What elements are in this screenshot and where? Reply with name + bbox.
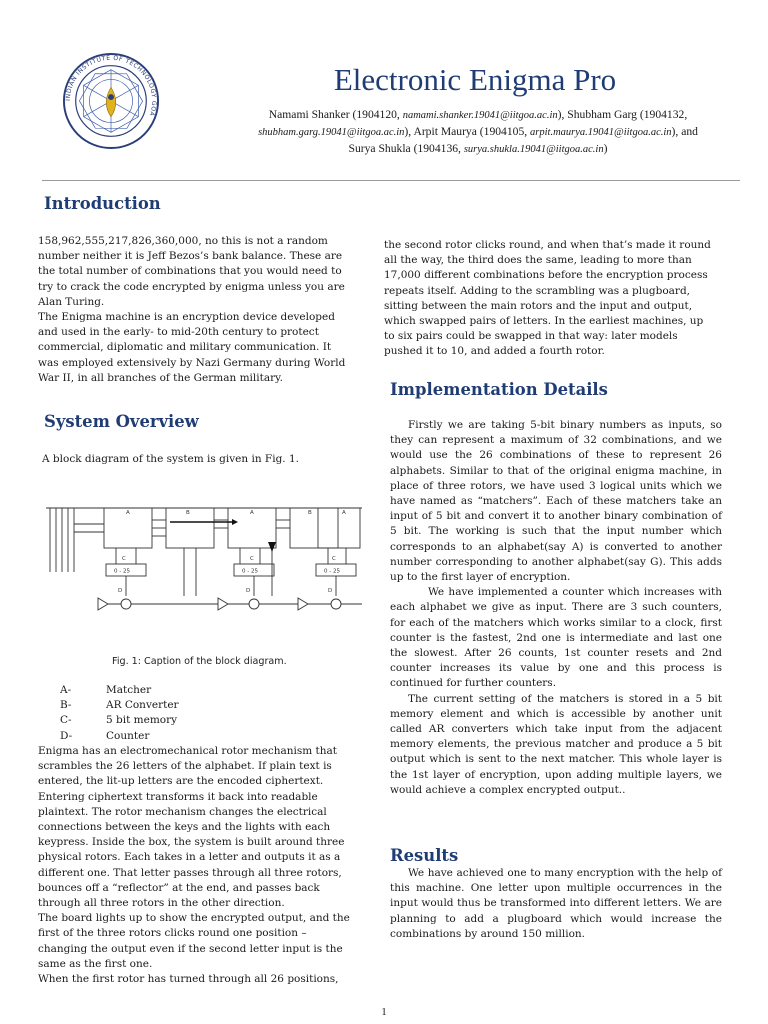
- text-line: through all three rotors in the other direction.: [38, 897, 285, 910]
- text-line: 17,000 different combinations before the encryption process: [384, 269, 708, 282]
- text-line: commercial, diplomatic and military communication. It: [38, 341, 332, 354]
- author-name: Shubham Garg: [567, 108, 637, 121]
- text-line: try to crack the code encrypted by enigma unless you are: [38, 280, 345, 293]
- paragraph: Firstly we are taking 5-bit binary numbers as inputs, so they can represent a maximum of 32 combinations, and we would use the 26 combinations of these to represent 26 alphabets. Similar to that of the original enigma machine, in place of three rotors, we have used 3 logical units which we have named as “matchers”. Each of these matchers take an input of 5 bit and convert it to another binary combination of 5 bit. The working is such that the input number which corresponds to an alphabet(say A) is converted to another number corresponding to another alphabet(say G). This adds up to the first layer of encryption.: [390, 419, 722, 584]
- text-line: was employed extensively by Nazi Germany during World: [38, 356, 346, 369]
- text-line: different one. That letter passes through all three rotors,: [38, 866, 342, 879]
- counter-range-label: 0 - 25: [324, 568, 340, 575]
- ar-converter-block: [290, 508, 338, 548]
- text-line: the total number of combinations that you would need to: [38, 265, 342, 278]
- text-line: which swapped pairs of letters. In the earliest machines, up: [384, 315, 704, 328]
- text-line: plaintext. The rotor mechanism changes the electrical: [38, 805, 327, 818]
- system-overview-text: [38, 744, 373, 987]
- text-line: first of the three rotors clicks round one position –: [38, 927, 307, 940]
- implementation-text: [390, 418, 722, 798]
- text-line: connections between the keys and the lights with each: [38, 821, 331, 834]
- results-text: [390, 866, 722, 942]
- author-roll: 1904105: [483, 125, 525, 138]
- document-title: Electronic Enigma Pro: [333, 62, 617, 97]
- text-line: The board lights up to show the encrypted output, and the: [38, 912, 350, 925]
- text-line: the second rotor clicks round, and when that’s made it round: [384, 239, 711, 251]
- clock-buffer: [298, 598, 308, 610]
- counter-range-label: 0 - 25: [114, 568, 130, 575]
- introduction-text: [38, 234, 373, 386]
- text-line: Alan Turing.: [38, 295, 105, 308]
- author-email[interactable]: arpit.maurya.19041@iitgoa.ac.in: [530, 127, 672, 138]
- block-diagram: [46, 500, 362, 616]
- text-line: 158,962,555,217,826,360,000, no this is not a random: [38, 235, 328, 247]
- author-name: Surya Shukla: [348, 142, 411, 155]
- legend-item: [60, 683, 360, 698]
- memory-label: C: [332, 556, 336, 562]
- block-label: B: [308, 510, 312, 516]
- text-line: scrambles the 26 letters of the alphabet. If plain text is: [38, 760, 332, 773]
- block-label: A: [342, 510, 346, 516]
- counter-node: [331, 599, 341, 609]
- author-email[interactable]: shubham.garg.19041@iitgoa.ac.in: [258, 127, 405, 138]
- paragraph: We have implemented a counter which increases with each alphabet we give as input. There are 3 such counters, for each of the matchers which works similar to a clock, first counter is the fastest, 2nd one is intermediate and last one the slowest. After 26 counts, 1st counter resets and 2nd counter increases its value by one and this process is continued for further counters.: [390, 586, 722, 690]
- text-line: bounces off a “reflector” at the end, and passes back: [38, 881, 320, 894]
- author-name: Namami Shanker: [268, 108, 350, 121]
- legend-text: Matcher: [106, 684, 152, 696]
- legend-letter: A-: [60, 684, 72, 696]
- author-list: Namami Shanker (1904120, namami.shanker.19041@iitgoa.ac.in), Shubham Garg (1904132, shubham.garg.19041@iitgoa.ac.in), Arpit Maurya (1904105, arpit.maurya.19041@iitgoa.ac.in), and Surya Shukla (1904136, surya.shukla.19041@iitgoa.ac.in): [258, 108, 698, 155]
- text-line: pushed it to 10, and added a fourth rotor.: [384, 345, 605, 358]
- text-line: sitting between the main rotors and the input and output,: [384, 299, 693, 312]
- logo-ring-text: INDIAN INSTITUTE OF TECHNOLOGY GOA: [64, 54, 158, 118]
- memory-label: C: [122, 556, 126, 562]
- heading-system-overview: System Overview: [44, 412, 199, 431]
- legend-letter: B-: [60, 699, 72, 712]
- counter-node: [121, 599, 131, 609]
- text-line: all the way, the third does the same, leading to more than: [384, 254, 692, 267]
- text-line: and used in the early- to mid-20th century to protect: [38, 326, 319, 339]
- heading-implementation-details: Implementation Details: [390, 380, 608, 399]
- matcher-block: [318, 508, 360, 548]
- author-email[interactable]: surya.shukla.19041@iitgoa.ac.in: [463, 144, 604, 155]
- counter-label: D: [246, 588, 251, 594]
- legend-text: AR Converter: [106, 699, 179, 712]
- block-label: A: [126, 510, 130, 516]
- legend-text: Counter: [106, 729, 150, 742]
- legend-item: [60, 713, 360, 728]
- legend-item: [60, 729, 360, 744]
- page-number: 1: [381, 1006, 387, 1018]
- legend-item: [60, 698, 360, 713]
- author-email[interactable]: namami.shanker.19041@iitgoa.ac.in: [402, 110, 558, 121]
- counter-label: D: [328, 588, 333, 594]
- author-roll: 1904136: [417, 142, 459, 155]
- header-divider: [42, 180, 740, 181]
- heading-results: Results: [390, 846, 459, 865]
- text-line: physical rotors. Each takes in a letter and outputs it as a: [38, 851, 341, 864]
- text-line: changing the output even if the second letter input is the: [38, 942, 343, 955]
- legend-letter: C-: [60, 714, 72, 727]
- text-line: War II, in all branches of the German military.: [38, 371, 284, 384]
- ar-converter-block: [166, 508, 214, 548]
- text-line: repeats itself. Adding to the scrambling was a plugboard,: [384, 284, 690, 297]
- figure-caption: Fig. 1: Caption of the block diagram.: [112, 656, 287, 667]
- author-roll: 1904120: [356, 108, 397, 121]
- system-overview-intro: A block diagram of the system is given in Fig. 1.: [42, 453, 299, 465]
- diagram-legend: [60, 683, 360, 744]
- introduction-continued-text: [384, 238, 768, 360]
- memory-label: C: [250, 556, 254, 562]
- paragraph: The current setting of the matchers is stored in a 5 bit memory element and which is accessible by another unit called AR converters which take input from the adjacent memory elements, the previous matcher and produce a 5 bit output which is sent to the next matcher. This whole layer is the 1st layer of encryption, upon adding multiple layers, we would achieve a complex encrypted output..: [390, 692, 722, 796]
- counter-range-label: 0 - 25: [242, 568, 258, 575]
- clock-buffer: [218, 598, 228, 610]
- clock-buffer: [98, 598, 108, 610]
- text-line: entered, the lit-up letters are the encoded ciphertext.: [38, 775, 324, 788]
- text-line: same as the first one.: [38, 957, 153, 970]
- text-line: When the first rotor has turned through all 26 positions,: [38, 973, 339, 986]
- block-label: A: [250, 510, 254, 516]
- legend-letter: D-: [60, 729, 73, 742]
- author-roll: 1904132: [643, 108, 685, 121]
- text-line: Enigma has an electromechanical rotor mechanism that: [38, 745, 338, 757]
- text-line: number neither it is Jeff Bezos’s bank balance. These are: [38, 250, 343, 263]
- block-label: B: [186, 510, 190, 516]
- heading-introduction: Introduction: [44, 194, 161, 213]
- author-name: Arpit Maurya: [413, 125, 477, 138]
- text-line: Entering ciphertext transforms it back into readable: [38, 790, 318, 803]
- institute-logo: [62, 52, 160, 150]
- paragraph: We have achieved one to many encryption with the help of this machine. One letter upon multiple occurrences in the input would thus be transformed into different letters. We are planning to add a plugboard which would increase the combinations by around 150 million.: [390, 867, 722, 940]
- counter-node: [249, 599, 259, 609]
- text-line: keypress. Inside the box, the system is built around three: [38, 836, 345, 849]
- text-line: to six pairs could be swapped in that way: later models: [384, 330, 678, 343]
- counter-label: D: [118, 588, 123, 594]
- legend-text: 5 bit memory: [106, 714, 178, 727]
- text-line: The Enigma machine is an encryption device developed: [38, 311, 335, 324]
